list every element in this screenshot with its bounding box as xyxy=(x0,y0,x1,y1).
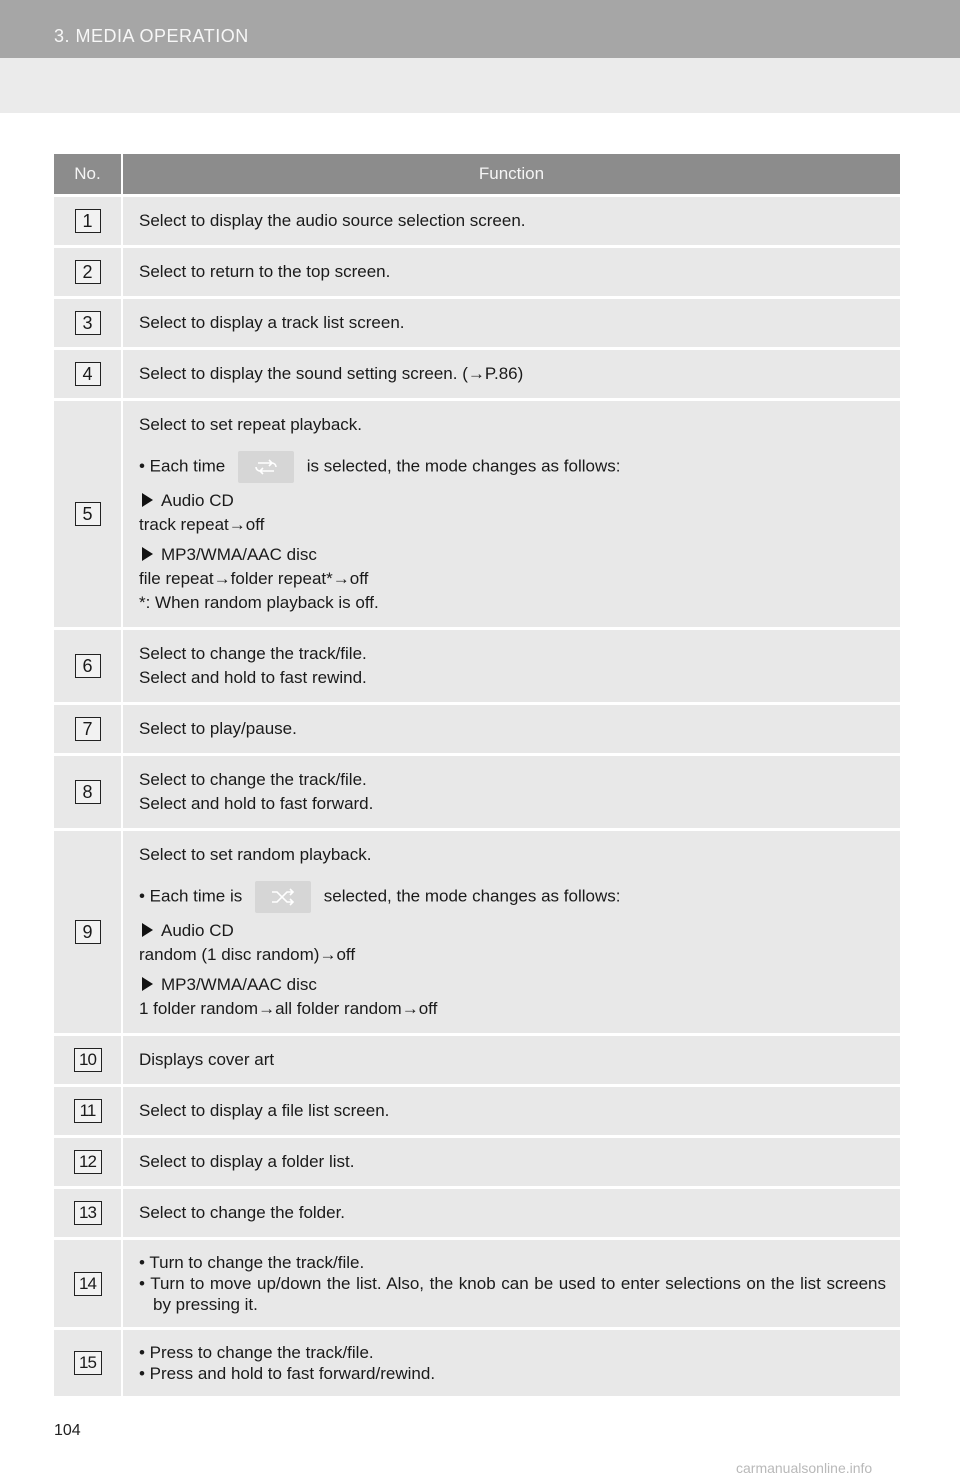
item-number: 6 xyxy=(75,654,101,678)
function-text: Select to display a track list screen. xyxy=(122,298,900,349)
bullet-line xyxy=(139,451,886,483)
table-row xyxy=(54,1086,900,1137)
header-band xyxy=(0,58,960,113)
item-number: 8 xyxy=(75,780,101,804)
function-text: Select to return to the top screen. xyxy=(122,247,900,298)
mode-text: track repeat xyxy=(139,515,229,534)
table-row xyxy=(54,196,900,247)
sub-heading xyxy=(139,973,886,997)
function-title: Select to set random playback. xyxy=(139,845,372,864)
header-bar xyxy=(0,0,960,58)
function-text-block xyxy=(122,1239,900,1329)
function-text: Select to display a file list screen. xyxy=(122,1086,900,1137)
function-text: Select and hold to fast rewind. xyxy=(139,668,367,687)
header-no: No. xyxy=(54,154,122,196)
table-row xyxy=(54,247,900,298)
section-title: 3. MEDIA OPERATION xyxy=(54,26,249,46)
triangle-bullet-icon xyxy=(142,547,153,561)
sub-heading-text: Audio CD xyxy=(161,491,234,510)
function-text-block xyxy=(122,830,900,1035)
item-number: 10 xyxy=(74,1048,102,1072)
function-text: Select to change the track/file. xyxy=(139,644,367,663)
table-row xyxy=(54,400,900,629)
bullet-text: • Turn to move up/down the list. Also, the knob can be used to enter selections on the list screens by pressing it. xyxy=(139,1274,886,1314)
arrow-right-icon: → xyxy=(319,945,337,964)
function-text-block xyxy=(122,1329,900,1397)
mode-text: 1 folder random xyxy=(139,999,259,1018)
item-number: 3 xyxy=(75,311,101,335)
bullet-text: is selected, the mode changes as follows: xyxy=(306,456,621,476)
sub-heading-text: MP3/WMA/AAC disc xyxy=(161,545,317,564)
watermark: carmanualsonline.info xyxy=(736,1460,873,1476)
table-row xyxy=(54,1137,900,1188)
sub-heading-text: MP3/WMA/AAC disc xyxy=(161,975,317,994)
bullet-text: • Press and hold to fast forward/rewind. xyxy=(139,1364,436,1383)
triangle-bullet-icon xyxy=(142,923,153,937)
bullet-line xyxy=(139,881,886,913)
table-row xyxy=(54,298,900,349)
function-text: Select to change the folder. xyxy=(122,1188,900,1239)
item-number: 7 xyxy=(75,717,101,741)
header-function: Function xyxy=(122,154,900,196)
bullet-text: • Press to change the track/file. xyxy=(139,1343,374,1362)
table-header-row xyxy=(54,154,900,196)
bullet-text: • Each time is xyxy=(139,886,243,906)
function-text: Select and hold to fast forward. xyxy=(139,794,374,813)
function-title: Select to set repeat playback. xyxy=(139,415,363,434)
function-text xyxy=(122,349,900,400)
function-text: Displays cover art xyxy=(122,1035,900,1086)
item-number: 15 xyxy=(74,1351,102,1375)
mode-sequence xyxy=(139,997,886,1021)
item-number: 1 xyxy=(75,209,101,233)
mode-text: off xyxy=(245,515,265,534)
item-number: 12 xyxy=(74,1150,102,1174)
arrow-right-icon: → xyxy=(332,569,350,588)
function-text-block xyxy=(122,629,900,704)
mode-sequence xyxy=(139,567,886,591)
arrow-right-icon: → xyxy=(228,515,246,534)
table-row xyxy=(54,1188,900,1239)
function-text: Select to display the audio source selection screen. xyxy=(122,196,900,247)
item-number: 11 xyxy=(74,1099,102,1123)
bullet-text: • Each time xyxy=(139,456,226,476)
table-row xyxy=(54,755,900,830)
function-text: Select to change the track/file. xyxy=(139,770,367,789)
mode-text: file repeat xyxy=(139,569,214,588)
arrow-right-icon: → xyxy=(467,364,485,383)
mode-text: off xyxy=(336,945,356,964)
mode-text: random (1 disc random) xyxy=(139,945,320,964)
footnote: *: When random playback is off. xyxy=(139,593,379,612)
item-number: 2 xyxy=(75,260,101,284)
page-number: 104 xyxy=(54,1422,81,1439)
function-table xyxy=(54,154,900,1396)
bullet-text: • Turn to change the track/file. xyxy=(139,1253,365,1272)
mode-text: all folder random xyxy=(275,999,402,1018)
mode-sequence xyxy=(139,513,886,537)
mode-sequence xyxy=(139,943,886,967)
page-reference-link[interactable]: P.86) xyxy=(484,364,524,383)
text-part: Select to display the sound setting screen. ( xyxy=(139,364,468,383)
function-text: Select to play/pause. xyxy=(122,704,900,755)
mode-text: off xyxy=(349,569,369,588)
item-number: 5 xyxy=(75,502,101,526)
sub-heading xyxy=(139,919,886,943)
table-row xyxy=(54,830,900,1035)
table-row xyxy=(54,1239,900,1329)
function-text-block xyxy=(122,755,900,830)
table-row xyxy=(54,1329,900,1397)
bullet-text: selected, the mode changes as follows: xyxy=(323,886,621,906)
table-row xyxy=(54,704,900,755)
item-number: 13 xyxy=(74,1201,102,1225)
sub-heading-text: Audio CD xyxy=(161,921,234,940)
table-row xyxy=(54,1035,900,1086)
sub-heading xyxy=(139,489,886,513)
repeat-icon xyxy=(238,451,294,483)
item-number: 14 xyxy=(74,1272,102,1296)
triangle-bullet-icon xyxy=(142,977,153,991)
arrow-right-icon: → xyxy=(401,999,419,1018)
function-text: Select to display a folder list. xyxy=(122,1137,900,1188)
arrow-right-icon: → xyxy=(258,999,276,1018)
mode-text: folder repeat* xyxy=(230,569,333,588)
triangle-bullet-icon xyxy=(142,493,153,507)
mode-text: off xyxy=(418,999,438,1018)
table-row xyxy=(54,629,900,704)
table-row xyxy=(54,349,900,400)
item-number: 9 xyxy=(75,920,101,944)
sub-heading xyxy=(139,543,886,567)
shuffle-icon xyxy=(255,881,311,913)
arrow-right-icon: → xyxy=(213,569,231,588)
item-number: 4 xyxy=(75,362,101,386)
function-text-block xyxy=(122,400,900,629)
